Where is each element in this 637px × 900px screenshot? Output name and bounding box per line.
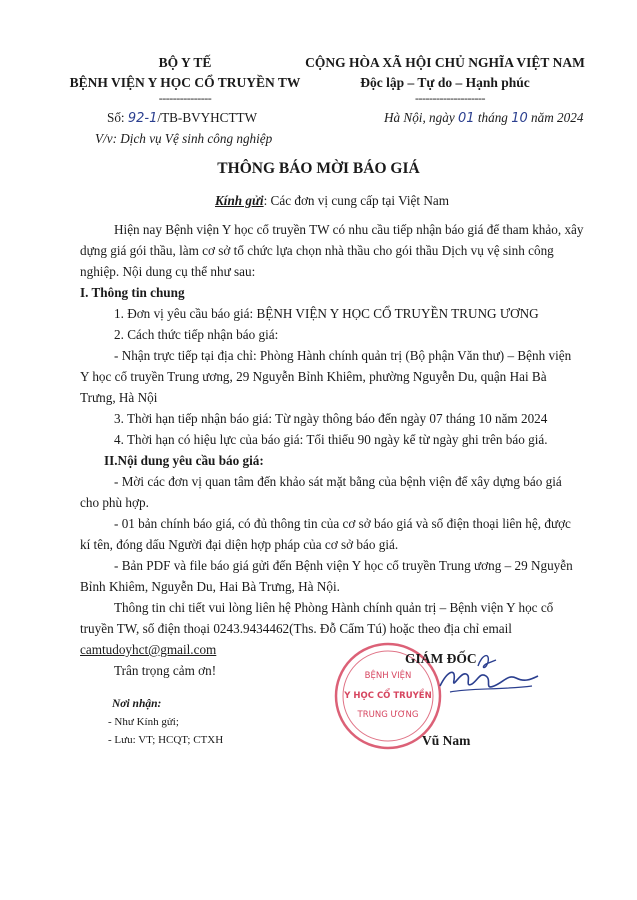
header-left-rule: --------------- bbox=[158, 91, 212, 105]
stamp-line-3: TRUNG ƯƠNG bbox=[357, 710, 419, 720]
section1-item3: 3. Thời hạn tiếp nhận báo giá: Từ ngày thông báo đến ngày 07 tháng 10 năm 2024 bbox=[114, 411, 548, 426]
section1-item2-detail-2: Y học cổ truyền Trung ương, 29 Nguyễn Bỉnh Khiêm, phường Nguyễn Du, quận Hai Bà bbox=[80, 369, 547, 384]
contact-line-1: Thông tin chi tiết vui lòng liên hệ Phòng Hành chính quản trị – Bệnh viện Y học cổ bbox=[114, 600, 554, 615]
section2-bullet1-line1: - Mời các đơn vị quan tâm đến khảo sát mặt bằng của bệnh viện để xây dựng báo giá bbox=[114, 474, 562, 489]
addressee bbox=[215, 190, 449, 211]
section2-bullet2-line1: - 01 bản chính báo giá, có đủ thông tin của cơ sở báo giá và số điện thoại liên hệ, được bbox=[114, 516, 571, 531]
addressee-label: Kính gửi bbox=[215, 193, 264, 208]
section1-item2-detail-1: - Nhận trực tiếp tại địa chỉ: Phòng Hành chính quản trị (Bộ phận Văn thư) – Bệnh viện bbox=[114, 348, 572, 363]
handwritten-signature bbox=[420, 650, 560, 700]
signer-name: Vũ Nam bbox=[422, 733, 471, 748]
national-motto: Độc lập – Tự do – Hạnh phúc bbox=[360, 75, 530, 90]
recipient-item-2: - Lưu: VT; HCQT; CTXH bbox=[108, 734, 224, 746]
document-title: THÔNG BÁO MỜI BÁO GIÁ bbox=[217, 160, 420, 177]
recipient-item-1: - Như Kính gửi; bbox=[108, 716, 179, 728]
section2-bullet3-line1: - Bản PDF và file báo giá gửi đến Bệnh viện Y học cổ truyền Trung ương – 29 Nguyễn bbox=[114, 558, 573, 573]
intro-line-3: nghiệp. Nội dung cụ thể như sau: bbox=[80, 264, 256, 279]
date-day: 01 bbox=[458, 111, 475, 126]
number-suffix: /TB-BVYHCTTW bbox=[157, 110, 258, 125]
date-suffix: năm 2024 bbox=[531, 110, 584, 125]
section1-heading: I. Thông tin chung bbox=[80, 285, 185, 300]
date-prefix: Hà Nội, ngày bbox=[384, 110, 455, 125]
section1-item4: 4. Thời hạn có hiệu lực của báo giá: Tối thiểu 90 ngày kể từ ngày ghi trên báo giá. bbox=[114, 432, 548, 447]
country-name: CỘNG HÒA XÃ HỘI CHỦ NGHĨA VIỆT NAM bbox=[305, 55, 585, 70]
intro-line-2: dựng giá gói thầu, làm cơ sở tổ chức lựa chọn nhà thầu cho gói thầu Dịch vụ vệ sinh công bbox=[80, 243, 554, 258]
section1-item2-detail-3: Trưng, Hà Nội bbox=[80, 390, 158, 405]
subject-line: V/v: Dịch vụ Vệ sinh công nghiệp bbox=[95, 131, 273, 146]
hospital-name: BỆNH VIỆN Y HỌC CỔ TRUYỀN TW bbox=[69, 75, 301, 90]
section1-item1: 1. Đơn vị yêu cầu báo giá: BỆNH VIỆN Y HỌC CỔ TRUYỀN TRUNG ƯƠNG bbox=[114, 306, 539, 321]
addressee-text: : Các đơn vị cung cấp tại Việt Nam bbox=[263, 193, 449, 208]
document-number bbox=[107, 107, 257, 129]
section2-bullet3-line2: Bỉnh Khiêm, Nguyễn Du, Hai Bà Trưng, Hà Nội. bbox=[80, 579, 340, 594]
intro-line-1: Hiện nay Bệnh viện Y học cổ truyền TW có nhu cầu tiếp nhận báo giá để tham khảo, xây bbox=[114, 222, 584, 237]
recipients-heading: Nơi nhận: bbox=[112, 698, 162, 710]
document-date bbox=[384, 107, 583, 129]
date-month: 10 bbox=[511, 111, 528, 126]
stamp-line-2: Y HỌC CỔ TRUYỀN bbox=[344, 691, 432, 701]
section2-bullet2-line2: kí tên, đóng dấu Người đại diện hợp pháp của cơ sở báo giá. bbox=[80, 537, 399, 552]
ministry-name: BỘ Y TẾ bbox=[158, 55, 212, 70]
contact-email-link[interactable]: camtudoyhct@gmail.com bbox=[80, 642, 217, 657]
stamp-line-1: BỆNH VIỆN bbox=[364, 671, 412, 681]
number-handwritten: 92-1 bbox=[127, 111, 158, 126]
number-prefix: Số: bbox=[107, 110, 125, 125]
section2-heading: II.Nội dung yêu cầu báo giá: bbox=[104, 453, 264, 468]
header-right-rule: -------------------- bbox=[415, 91, 485, 105]
contact-line-2: truyền TW, số điện thoại 0243.9434462(Ths. Đỗ Cẩm Tú) hoặc theo địa chỉ email bbox=[80, 621, 512, 636]
section2-bullet1-line2: cho phù hợp. bbox=[80, 495, 149, 510]
closing-line: Trân trọng cảm ơn! bbox=[114, 663, 217, 678]
signer-role: GIÁM ĐỐC bbox=[405, 651, 477, 666]
date-month-label: tháng bbox=[477, 110, 508, 125]
section1-item2: 2. Cách thức tiếp nhận báo giá: bbox=[114, 327, 279, 342]
